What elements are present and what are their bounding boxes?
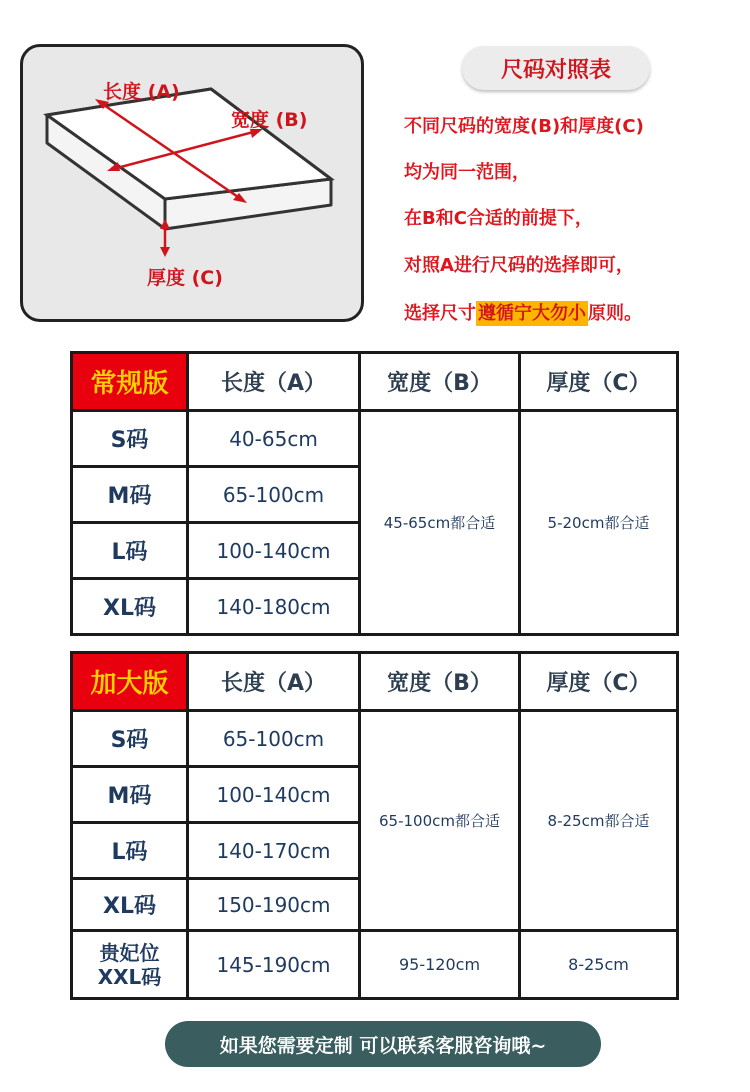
length-cell: 140-170cm xyxy=(188,823,360,879)
large-size-table xyxy=(70,651,679,1000)
xxl-size-cell xyxy=(72,931,188,999)
thickness-range-cell: 8-25cm都合适 xyxy=(520,711,678,931)
length-cell: 65-100cm xyxy=(188,467,360,523)
note-highlight: 遵循宁大勿小 xyxy=(478,303,586,324)
size-cell: L码 xyxy=(72,523,188,579)
length-cell: 100-140cm xyxy=(188,523,360,579)
size-cell: M码 xyxy=(72,467,188,523)
width-label: 宽度 (B) xyxy=(231,109,308,131)
length-cell: 100-140cm xyxy=(188,767,360,823)
xxl-width-cell: 95-120cm xyxy=(360,931,520,999)
col-length-header: 长度（A） xyxy=(188,653,360,711)
note-line-4: 对照A进行尺码的选择即可， xyxy=(404,255,634,276)
regular-version-badge: 常规版 xyxy=(72,353,188,411)
xxl-size-line-2: XXL码 xyxy=(97,964,162,989)
width-range-cell: 65-100cm都合适 xyxy=(360,711,520,931)
length-label: 长度 (A) xyxy=(103,81,180,103)
note-line-3: 在B和C合适的前提下， xyxy=(404,208,593,229)
length-cell: 140-180cm xyxy=(188,579,360,635)
col-width-header: 宽度（B） xyxy=(360,653,520,711)
mattress-diagram xyxy=(20,44,364,322)
page-title: 尺码对照表 xyxy=(462,46,650,90)
note-line-1: 不同尺码的宽度(B)和厚度(C) xyxy=(404,116,644,137)
size-cell: XL码 xyxy=(72,579,188,635)
note-line-5-suffix: 原则。 xyxy=(588,303,642,324)
size-cell: M码 xyxy=(72,767,188,823)
length-cell: 40-65cm xyxy=(188,411,360,467)
col-thickness-header: 厚度（C） xyxy=(520,653,678,711)
col-thickness-header: 厚度（C） xyxy=(520,353,678,411)
xxl-size-line-1: 贵妃位 xyxy=(99,940,160,965)
size-cell: L码 xyxy=(72,823,188,879)
note-line-5-prefix: 选择尺寸 xyxy=(404,303,476,324)
length-cell: 150-190cm xyxy=(188,879,360,931)
xxl-thickness-cell: 8-25cm xyxy=(520,931,678,999)
thickness-label: 厚度 (C) xyxy=(147,267,223,289)
regular-size-table xyxy=(70,351,679,636)
note-line-2: 均为同一范围， xyxy=(404,162,530,183)
size-cell: S码 xyxy=(72,411,188,467)
col-width-header: 宽度（B） xyxy=(360,353,520,411)
xxl-length-cell: 145-190cm xyxy=(188,931,360,999)
size-cell: XL码 xyxy=(72,879,188,931)
note-line-5 xyxy=(404,299,642,325)
length-cell: 65-100cm xyxy=(188,711,360,767)
size-cell: S码 xyxy=(72,711,188,767)
large-version-badge: 加大版 xyxy=(72,653,188,711)
width-range-cell: 45-65cm都合适 xyxy=(360,411,520,635)
col-length-header: 长度（A） xyxy=(188,353,360,411)
thickness-range-cell: 5-20cm都合适 xyxy=(520,411,678,635)
custom-order-banner: 如果您需要定制 可以联系客服咨询哦~ xyxy=(165,1021,601,1067)
